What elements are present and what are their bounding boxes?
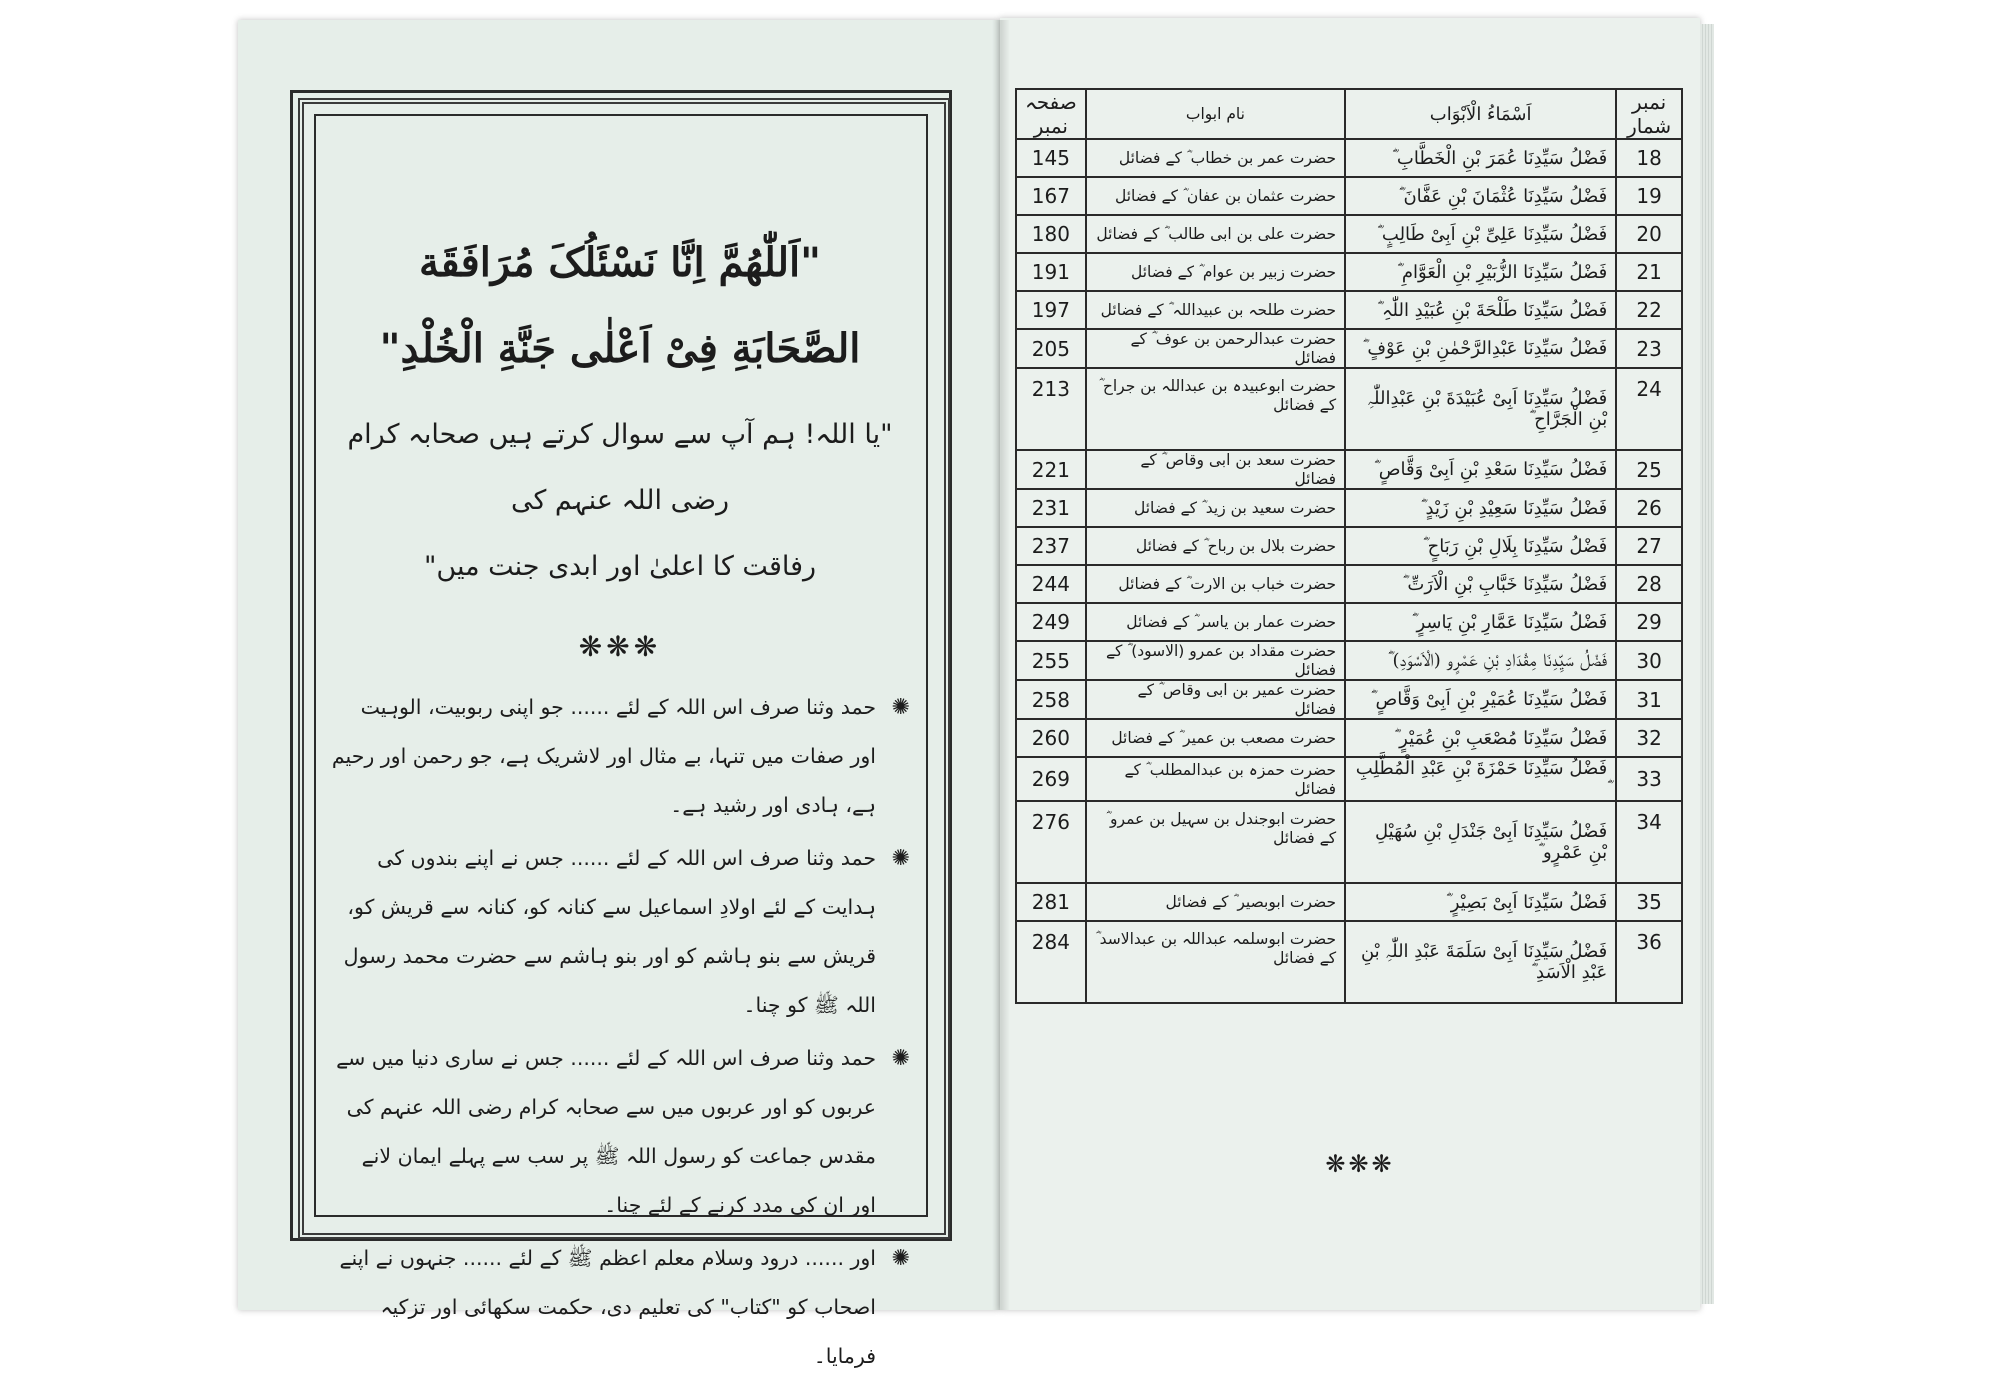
urdu-chapter-cell: حضرت ابوسلمہ عبداللہ بن عبدالاسد ؓ کے فضائل (1086, 921, 1345, 1003)
table-row (1016, 368, 1682, 450)
urdu-chapter-cell: حضرت عمار بن یاسر ؓ کے فضائل (1086, 603, 1345, 641)
serial-number-cell: 18 (1616, 139, 1682, 177)
praise-paragraphs (330, 683, 910, 1381)
page-number-cell: 167 (1016, 177, 1086, 215)
page-number-cell: 284 (1016, 921, 1086, 1003)
table-row (1016, 489, 1682, 527)
urdu-chapter-cell: حضرت حمزہ بن عبدالمطلب ؓ کے فضائل (1086, 757, 1345, 801)
table-body (1016, 139, 1682, 1003)
urdu-translation-line-1: "یا اللہ! ہم آپ سے سوال کرتے ہیں صحابہ کرام رضی اللہ عنہم کی (347, 419, 893, 516)
table-row (1016, 801, 1682, 883)
contents-table (1015, 88, 1683, 1004)
arabic-dua-line-2: الصَّحَابَةِ فِیْ اَعْلٰی جَنَّةِ الْخُلْدِ" (379, 325, 861, 372)
urdu-chapter-cell: حضرت ابوعبیدہ بن عبداللہ بن جراح ؓ کے فضائل (1086, 368, 1345, 450)
page-number-cell: 145 (1016, 139, 1086, 177)
header-urdu-chapters: نام ابواب (1086, 89, 1345, 139)
urdu-chapter-cell: حضرت ابوجندل بن سہیل بن عمرو ؓ کے فضائل (1086, 801, 1345, 883)
serial-number-cell: 27 (1616, 527, 1682, 565)
page-number-cell: 197 (1016, 291, 1086, 329)
serial-number-cell: 22 (1616, 291, 1682, 329)
arabic-chapter-cell: فَضْلُ سَیِّدِنَا عَلِیِّ بْنِ اَبِیْ طَالِبٍ ؓ (1345, 215, 1616, 253)
urdu-chapter-cell: حضرت مصعب بن عمیر ؓ کے فضائل (1086, 719, 1345, 757)
table-row (1016, 757, 1682, 801)
praise-paragraph (330, 683, 910, 830)
serial-number-cell: 36 (1616, 921, 1682, 1003)
table-header-row (1016, 89, 1682, 139)
page-number-cell: 231 (1016, 489, 1086, 527)
arabic-chapter-cell: فَضْلُ سَیِّدِنَا سَعْدِ بْنِ اَبِیْ وَقَّاصٍ ؓ (1345, 450, 1616, 489)
arabic-chapter-cell: فَضْلُ سَیِّدِنَا مِقْدَادِ بْنِ عَمْرٍو (الْاَسْوَدِ) ؓ (1345, 641, 1616, 680)
arabic-chapter-cell: فَضْلُ سَیِّدِنَا طَلْحَةَ بْنِ عُبَیْدِ اللّٰہِ ؓ (1345, 291, 1616, 329)
page-number-cell: 221 (1016, 450, 1086, 489)
arabic-chapter-cell: فَضْلُ سَیِّدِنَا عَبْدِالرَّحْمٰنِ بْنِ عَوْفٍ ؓ (1345, 329, 1616, 368)
serial-number-cell: 29 (1616, 603, 1682, 641)
serial-number-cell: 24 (1616, 368, 1682, 450)
header-arabic-chapters: اَسْمَاءُ الْاَبْوَاب (1345, 89, 1616, 139)
table-row (1016, 641, 1682, 680)
sunburst-bullet-icon: ✺ (891, 695, 910, 720)
arabic-chapter-cell: فَضْلُ سَیِّدِنَا عُثْمَانَ بْنِ عَفَّانَ ؓ (1345, 177, 1616, 215)
table-row (1016, 921, 1682, 1003)
sunburst-bullet-icon: ✺ (891, 1046, 910, 1071)
page-number-cell: 191 (1016, 253, 1086, 291)
page-edges (1700, 24, 1714, 1304)
table-row (1016, 291, 1682, 329)
urdu-chapter-cell: حضرت بلال بن رباح ؓ کے فضائل (1086, 527, 1345, 565)
dua-section (330, 220, 910, 1385)
praise-paragraph (330, 1234, 910, 1381)
urdu-chapter-cell: حضرت سعید بن زید ؓ کے فضائل (1086, 489, 1345, 527)
serial-number-cell: 21 (1616, 253, 1682, 291)
urdu-chapter-cell: حضرت سعد بن ابی وقاص ؓ کے فضائل (1086, 450, 1345, 489)
paragraph-text: اور ...... درود وسلام معلم اعظم ﷺ کے لئے ...... جنہوں نے اپنے اصحاب کو "کتاب" کی تعلیم دی، حکمت سکھائی اور تزکیہ فرمایا۔ (339, 1246, 876, 1368)
arabic-chapter-cell: فَضْلُ سَیِّدِنَا سَعِیْدِ بْنِ زَیْدٍ ؓ (1345, 489, 1616, 527)
arabic-chapter-cell: فَضْلُ سَیِّدِنَا خَبَّابِ بْنِ الْاَرَتِّ ؓ (1345, 565, 1616, 603)
serial-number-cell: 25 (1616, 450, 1682, 489)
arabic-chapter-cell: فَضْلُ سَیِّدِنَا بِلَالِ بْنِ رَبَاحٍ ؓ (1345, 527, 1616, 565)
arabic-chapter-cell: فَضْلُ سَیِّدِنَا عُمَیْرِ بْنِ اَبِیْ وَقَّاصٍ ؓ (1345, 680, 1616, 719)
table-row (1016, 139, 1682, 177)
table-row (1016, 329, 1682, 368)
paragraph-text: حمد وثنا صرف اس اللہ کے لئے ...... جو اپنی ربوبیت، الوہیت اور صفات میں تنہا، بے مثال اور لاشریک ہے، جو رحمن اور رحیم ہے، ہادی اور رشید ہے۔ (331, 695, 876, 817)
serial-number-cell: 32 (1616, 719, 1682, 757)
serial-number-cell: 20 (1616, 215, 1682, 253)
serial-number-cell: 33 (1616, 757, 1682, 801)
page-number-cell: 249 (1016, 603, 1086, 641)
serial-number-cell: 28 (1616, 565, 1682, 603)
arabic-chapter-cell: فَضْلُ سَیِّدِنَا اَبِیْ عُبَیْدَةَ بْنِ عَبْدِاللّٰہِ بْنِ الْجَرَّاحِ ؓ (1345, 368, 1616, 450)
page-number-cell: 269 (1016, 757, 1086, 801)
table-row (1016, 603, 1682, 641)
serial-number-cell: 19 (1616, 177, 1682, 215)
arabic-chapter-cell: فَضْلُ سَیِّدِنَا اَبِیْ سَلَمَةَ عَبْدِ اللّٰہِ بْنِ عَبْدِ الْاَسَدِ ؓ (1345, 921, 1616, 1003)
arabic-chapter-cell: فَضْلُ سَیِّدِنَا اَبِیْ بَصِیْرٍ ؓ (1345, 883, 1616, 921)
arabic-chapter-cell: فَضْلُ سَیِّدِنَا عَمَّارِ بْنِ یَاسِرٍ ؓ (1345, 603, 1616, 641)
page-number-cell: 237 (1016, 527, 1086, 565)
arabic-chapter-cell: فَضْلُ سَیِّدِنَا مُصْعَبِ بْنِ عُمَیْرٍ ؓ (1345, 719, 1616, 757)
page-number-cell: 180 (1016, 215, 1086, 253)
book-gutter (992, 20, 1010, 1310)
table-row (1016, 719, 1682, 757)
header-page-number: صفحہ نمبر (1016, 89, 1086, 139)
page-number-cell: 260 (1016, 719, 1086, 757)
arabic-chapter-cell: فَضْلُ سَیِّدِنَا عُمَرَ بْنِ الْخَطَّابِ ؓ (1345, 139, 1616, 177)
page-number-cell: 258 (1016, 680, 1086, 719)
serial-number-cell: 34 (1616, 801, 1682, 883)
urdu-translation-line-2: رفاقت کا اعلیٰ اور ابدی جنت میں" (423, 551, 817, 582)
serial-number-cell: 35 (1616, 883, 1682, 921)
paragraph-text: حمد وثنا صرف اس اللہ کے لئے ...... جس نے ساری دنیا میں سے عربوں کو اور عربوں میں سے صحابہ کرام رضی اللہ عنہم کی مقدس جماعت کو رسول اللہ ﷺ پر سب سے پہلے ایمان لانے اور ان کی مدد کرنے کے لئے چنا۔ (336, 1046, 876, 1217)
arabic-chapter-cell: فَضْلُ سَیِّدِنَا حَمْزَةَ بْنِ عَبْدِ الْمُطَّلِبِ (1345, 757, 1616, 801)
serial-number-cell: 30 (1616, 641, 1682, 680)
page-number-cell: 205 (1016, 329, 1086, 368)
page-number-cell: 213 (1016, 368, 1086, 450)
table-row (1016, 253, 1682, 291)
paragraph-text: حمد وثنا صرف اس اللہ کے لئے ...... جس نے اپنے بندوں کی ہدایت کے لئے اولادِ اسماعیل سے کنانہ کو، کنانہ سے قریش کو، قریش سے بنو ہاشم کو اور بنو ہاشم سے حضرت محمد رسول اللہ ﷺ کو چنا۔ (343, 846, 876, 1017)
table-row (1016, 450, 1682, 489)
sunburst-bullet-icon: ✺ (891, 846, 910, 871)
urdu-chapter-cell: حضرت عمر بن خطاب ؓ کے فضائل (1086, 139, 1345, 177)
urdu-chapter-cell: حضرت مقداد بن عمرو (الاسود) ؓ کے فضائل (1086, 641, 1345, 680)
serial-number-cell: 26 (1616, 489, 1682, 527)
urdu-chapter-cell: حضرت خباب بن الارت ؓ کے فضائل (1086, 565, 1345, 603)
urdu-chapter-cell: حضرت عثمان بن عفان ؓ کے فضائل (1086, 177, 1345, 215)
table-row (1016, 680, 1682, 719)
header-serial-number: نمبر شمار (1616, 89, 1682, 139)
urdu-chapter-cell: حضرت زبیر بن عوام ؓ کے فضائل (1086, 253, 1345, 291)
urdu-chapter-cell: حضرت ابوبصیر ؓ کے فضائل (1086, 883, 1345, 921)
serial-number-cell: 31 (1616, 680, 1682, 719)
urdu-chapter-cell: حضرت طلحہ بن عبیداللہ ؓ کے فضائل (1086, 291, 1345, 329)
table-row (1016, 527, 1682, 565)
table-row (1016, 215, 1682, 253)
urdu-chapter-cell: حضرت عمیر بن ابی وقاص ؓ کے فضائل (1086, 680, 1345, 719)
page-number-cell: 244 (1016, 565, 1086, 603)
praise-paragraph (330, 1034, 910, 1230)
table-row (1016, 177, 1682, 215)
page-number-cell: 281 (1016, 883, 1086, 921)
star-divider: ❋❋❋ (578, 630, 662, 663)
page-number-cell: 276 (1016, 801, 1086, 883)
bottom-star-divider: ❋❋❋ (1325, 1150, 1395, 1178)
arabic-chapter-cell: فَضْلُ سَیِّدِنَا اَبِیْ جَنْدَلِ بْنِ سُھَیْلِ بْنِ عَمْرٍو ؓ (1345, 801, 1616, 883)
table-row (1016, 883, 1682, 921)
arabic-chapter-cell: فَضْلُ سَیِّدِنَا الزُّبَیْرِ بْنِ الْعَوَّامِ ؓ (1345, 253, 1616, 291)
urdu-chapter-cell: حضرت عبدالرحمن بن عوف ؓ کے فضائل (1086, 329, 1345, 368)
table-row (1016, 565, 1682, 603)
sunburst-bullet-icon: ✺ (891, 1246, 910, 1271)
serial-number-cell: 23 (1616, 329, 1682, 368)
urdu-chapter-cell: حضرت علی بن ابی طالب ؓ کے فضائل (1086, 215, 1345, 253)
page-number-cell: 255 (1016, 641, 1086, 680)
praise-paragraph (330, 834, 910, 1030)
arabic-dua-line-1: "اَللّٰھُمَّ اِنَّا نَسْئَلُکَ مُرَافَقَة (419, 239, 821, 286)
